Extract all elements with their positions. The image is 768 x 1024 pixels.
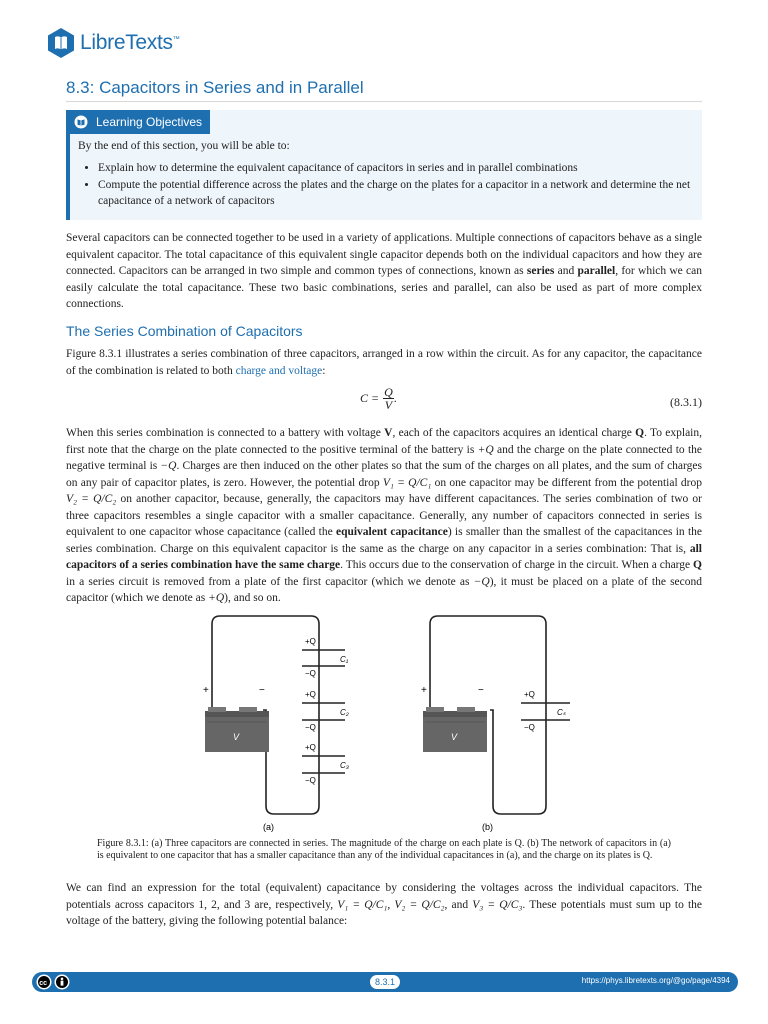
learning-objectives-list bbox=[78, 160, 698, 210]
battery-voltage-label: V bbox=[233, 732, 240, 742]
title-divider bbox=[66, 101, 702, 102]
figure-caption: Figure 8.3.1: (a) Three capacitors are connected in series. The magnitude of the charge on each plate is Q. (b) The network of capacitors in (a) is equivalent to one capacitor that has a smaller capacitance than any of the individual capacitances in (a), and the charge on its plates is Q. bbox=[97, 838, 671, 861]
capacitor-label: C₂ bbox=[340, 708, 349, 717]
page-number-badge: 8.3.1 bbox=[370, 975, 400, 989]
charge-label: +Q bbox=[305, 637, 316, 646]
battery-b bbox=[423, 707, 487, 752]
charge-label: +Q bbox=[305, 690, 316, 699]
negative-terminal-label: − bbox=[259, 685, 265, 696]
battery-voltage-label: V bbox=[451, 732, 458, 742]
list-item: • Compute the potential difference across the plates and the charge on the plates for a capacitor in a network and determine the net capacitance of a network of capacitors bbox=[98, 177, 698, 210]
page-footer bbox=[32, 972, 738, 992]
capacitor-label: C₃ bbox=[340, 761, 349, 770]
figure-label-b: (b) bbox=[482, 822, 493, 832]
figure-8-3-1 bbox=[195, 610, 575, 836]
learning-objectives-header bbox=[70, 110, 210, 134]
equation-8-3-1 bbox=[66, 386, 702, 416]
svg-text:cc: cc bbox=[39, 979, 47, 987]
intro-paragraph: Several capacitors can be connected together to be used in a variety of applications. Multiple connections of capacitors behave as a single equivalent capacitor. The total capacitance of this equivalent single capacitor depends both on the individual capacitors and how they are connected. Capacitors can be arranged in two simple and common types of connections, known as series and parallel, for which we can easily calculate the total capacitance. These two basic combinations, series and parallel, can also be used as part of more complex connections. bbox=[66, 232, 703, 310]
libretexts-logo-icon bbox=[46, 27, 76, 59]
charge-label: −Q bbox=[524, 723, 535, 732]
page-url-link[interactable]: https://phys.libretexts.org/@go/page/4394 bbox=[581, 976, 730, 985]
series-explanation-paragraph: When this series combination is connected to a battery with voltage V, each of the capacitors acquires an identical charge Q. To explain, first note that the charge on the plate connected to the positive terminal of the battery is +Q and the charge on the plate connected to the negative terminal is −Q. Charges are then induced on the other plates so that the sum of the charges on all plates, and the sum of charges on any pair of capacitor plates, is zero. However, the potential drop V₁ = Q/C₁ on one capacitor may be different from the potential drop V₂ = Q/C₂ on another capacitor, because, generally, the capacitors may have different capacitances. The series combination of two or three capacitors resembles a single capacitor with a smaller capacitance. Generally, any number of capacitors connected in series is equivalent to one capacitor whose capacitance (called the equivalent capacitance) is smaller than the smallest of the capacitances in the series combination. Charge on this equivalent capacitor is the same as the charge on any capacitor in a series combination: That is, all capacitors of a series combination have the same charge. This occurs due to the conservation of charge in the circuit. When a charge Q in a series circuit is removed from a plate of the first capacitor (which we denote as −Q), it must be placed on a plate of the second capacitor (which we denote as +Q), and so on. bbox=[66, 427, 703, 604]
figure-label-a: (a) bbox=[263, 822, 274, 832]
list-item: • Explain how to determine the equivalent capacitance of capacitors in series and in parallel combinations bbox=[98, 160, 698, 177]
charge-label: −Q bbox=[305, 723, 316, 732]
series-paragraph: Figure 8.3.1 illustrates a series combination of three capacitors, arranged in a row within the circuit. As for any capacitor, the capacitance of the combination is related to both charge and voltage: bbox=[66, 348, 702, 377]
page-title: 8.3: Capacitors in Series and in Parallel bbox=[66, 78, 364, 97]
learning-objectives-title: Learning Objectives bbox=[96, 115, 203, 129]
capacitor-label: C₁ bbox=[340, 655, 349, 664]
battery-a bbox=[205, 707, 269, 752]
equation-body: C = $\frac{Q}{V}$ . bbox=[360, 385, 397, 412]
creative-commons-icon[interactable] bbox=[36, 974, 76, 990]
charge-and-voltage-link[interactable]: charge and voltage bbox=[235, 364, 323, 377]
voltage-sum-paragraph: We can find an expression for the total (equivalent) capacitance by considering the voltages across the individual capacitors. The potentials across capacitors 1, 2, and 3 are, respectively, V₁ = Q/C₁, V₂ = Q/C₂, and V₃ = Q/C₃. These potentials must sum up to the voltage of the battery, giving the following potential balance: bbox=[66, 882, 703, 927]
libretexts-logo[interactable] bbox=[46, 26, 179, 60]
logo-wordmark: LibreTexts™ bbox=[80, 31, 180, 54]
negative-terminal-label: − bbox=[478, 685, 484, 696]
learning-objectives-intro: By the end of this section, you will be able to: bbox=[78, 140, 290, 152]
capacitor-label: Cₛ bbox=[557, 708, 566, 717]
learning-objectives-box bbox=[66, 110, 702, 220]
positive-terminal-label: + bbox=[421, 685, 427, 696]
book-icon bbox=[74, 115, 88, 129]
positive-terminal-label: + bbox=[203, 685, 209, 696]
section-title: The Series Combination of Capacitors bbox=[66, 323, 303, 339]
charge-label: +Q bbox=[305, 743, 316, 752]
equation-number: (8.3.1) bbox=[670, 395, 702, 409]
charge-label: −Q bbox=[305, 669, 316, 678]
charge-label: +Q bbox=[524, 690, 535, 699]
charge-label: −Q bbox=[305, 776, 316, 785]
